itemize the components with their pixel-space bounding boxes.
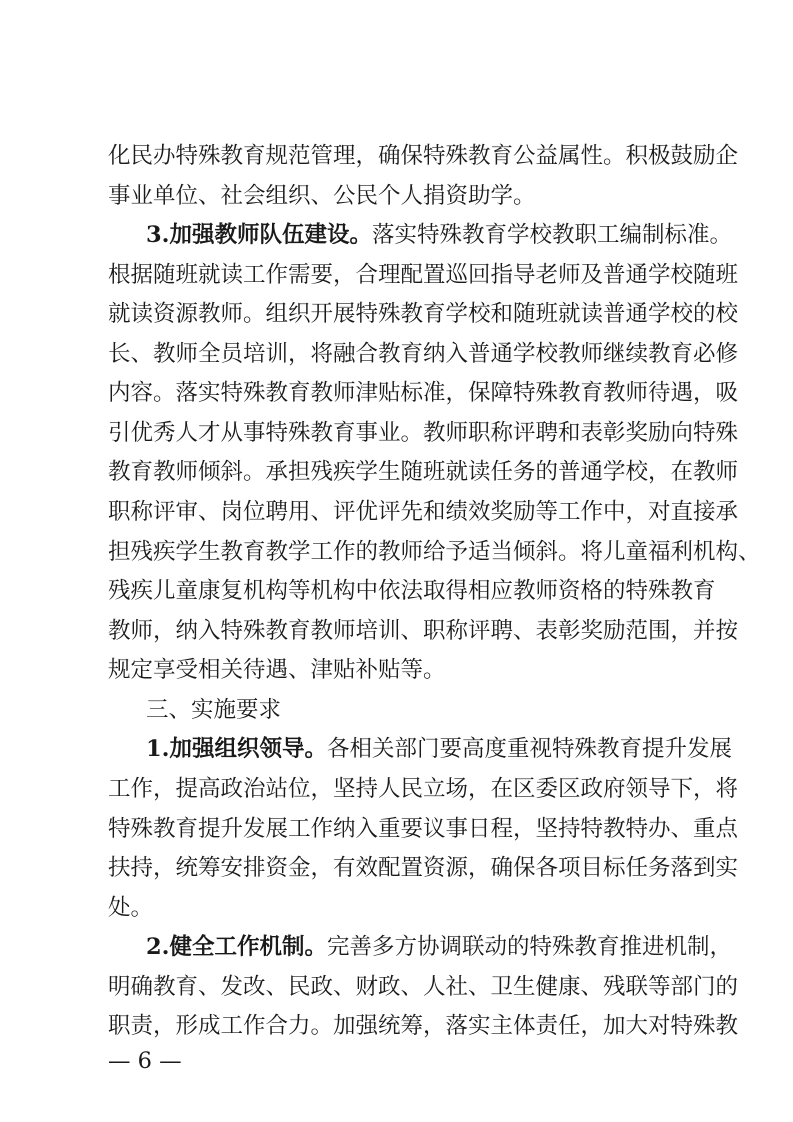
section-title: 三、实施要求 <box>146 697 282 723</box>
body-line: 残疾儿童康复机构等机构中依法取得相应教师资格的特殊教育 <box>108 578 716 604</box>
section-heading-line <box>146 222 733 248</box>
body-line: 特殊教育提升发展工作纳入重要议事日程，坚持特教特办、重点 <box>108 816 739 842</box>
body-line: 化民办特殊教育规范管理，确保特殊教育公益属性。积极鼓励企 <box>108 143 739 169</box>
body-line: 教育教师倾斜。承担残疾学生随班就读任务的普通学校，在教师 <box>108 459 739 485</box>
body-text: 落实特殊教育学校教职工编制标准。 <box>372 222 733 248</box>
body-text: 各相关部门要高度重视特殊教育提升发展 <box>327 736 733 762</box>
body-line: 长、教师全员培训，将融合教育纳入普通学校教师继续教育必修 <box>108 341 739 367</box>
body-line: 内容。落实特殊教育教师津贴标准，保障特殊教育教师待遇，吸 <box>108 380 739 406</box>
section-heading-line <box>146 736 733 762</box>
section-heading-line <box>146 934 733 960</box>
section-heading: 2.健全工作机制。 <box>146 934 327 960</box>
body-text: 完善多方协调联动的特殊教育推进机制， <box>327 934 733 960</box>
section-heading: 3.加强教师队伍建设。 <box>146 222 372 248</box>
body-line: 根据随班就读工作需要，合理配置巡回指导老师及普通学校随班 <box>108 262 739 288</box>
body-line: 扶持，统筹安排资金，有效配置资源，确保各项目标任务落到实 <box>108 855 739 881</box>
body-line: 处。 <box>108 895 154 921</box>
body-line: 明确教育、发改、民政、财政、人社、卫生健康、残联等部门的 <box>108 974 739 1000</box>
body-line: 就读资源教师。组织开展特殊教育学校和随班就读普通学校的校 <box>108 301 739 327</box>
section-heading: 1.加强组织领导。 <box>146 736 327 762</box>
body-line: 工作，提高政治站位，坚持人民立场，在区委区政府领导下，将 <box>108 776 739 802</box>
body-line: 职责，形成工作合力。加强统筹，落实主体责任，加大对特殊教 <box>108 1013 739 1039</box>
body-line: 规定享受相关待遇、津贴补贴等。 <box>108 657 446 683</box>
body-line: 职称评审、岗位聘用、评优评先和绩效奖励等工作中，对直接承 <box>108 499 739 525</box>
body-line: 引优秀人才从事特殊教育事业。教师职称评聘和表彰奖励向特殊 <box>108 420 739 446</box>
body-line: 教师，纳入特殊教育教师培训、职称评聘、表彰奖励范围，并按 <box>108 618 739 644</box>
body-line: 担残疾学生教育教学工作的教师给予适当倾斜。将儿童福利机构、 <box>108 539 761 565</box>
body-line: 事业单位、社会组织、公民个人捐资助学。 <box>108 183 536 209</box>
page-number: — 6 — <box>108 1048 182 1074</box>
